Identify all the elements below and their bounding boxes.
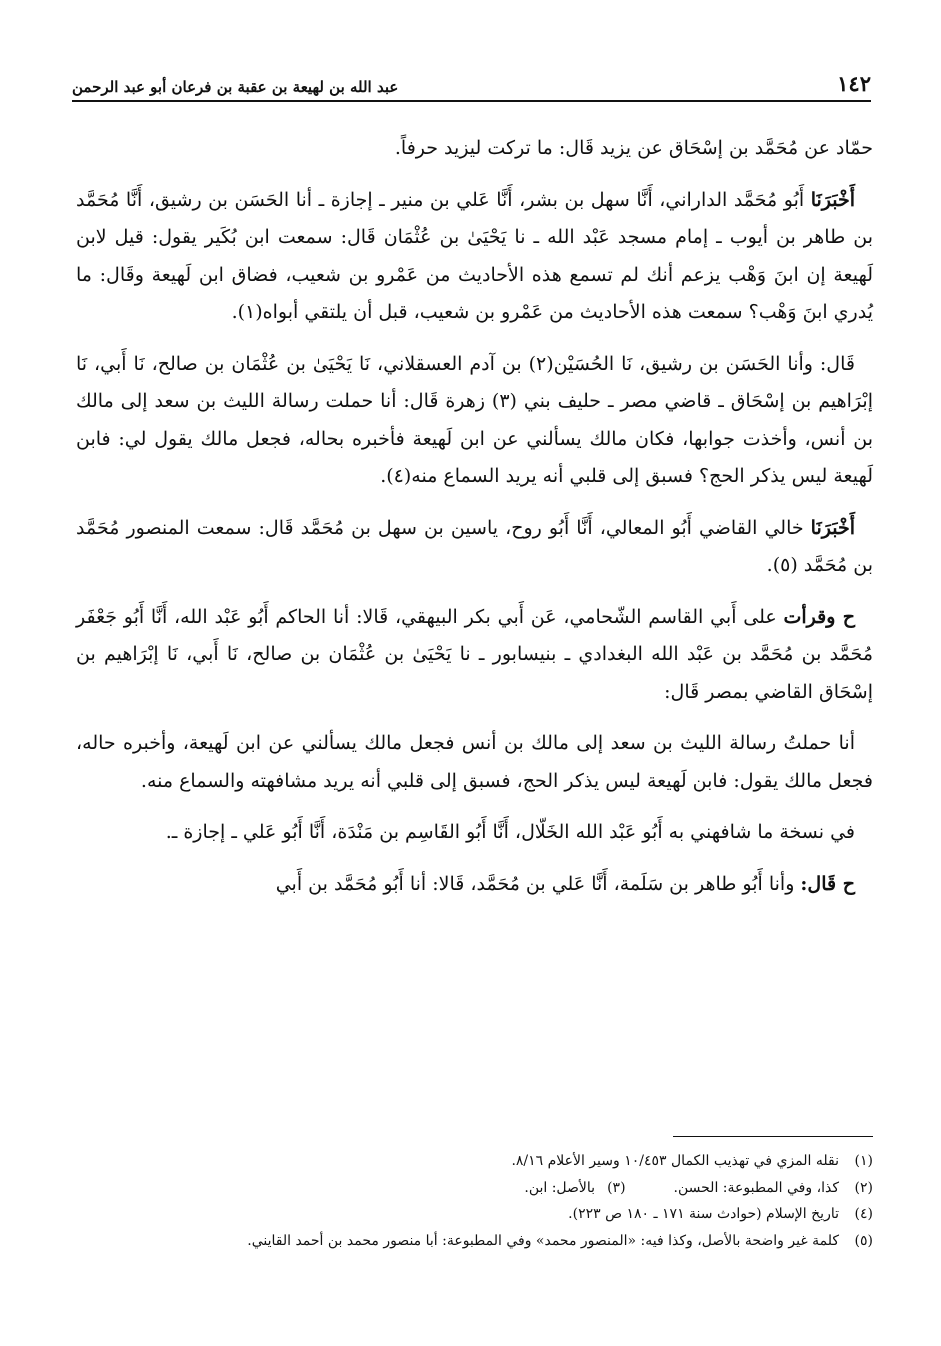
footnote-text: نقله المزي في تهذيب الكمال ١٠/٤٥٣ وسير الأعلام ٨/١٦.: [511, 1153, 839, 1169]
footnote-text: تاريخ الإسلام (حوادث سنة ١٧١ ـ ١٨٠ ص ٢٢٣).: [568, 1206, 839, 1222]
footnote-number: (١): [854, 1153, 873, 1169]
paragraph-lead: أَخْبَرَنَا: [810, 516, 855, 539]
paragraph-7: في نسخة ما شافهني به أَبُو عَبْد الله الخَلّال، أَنَّا أَبُو القَاسِم بن مَنْدَة، أَنَّا أَبُو عَلي ـ إجازة ـ.: [165, 821, 855, 843]
paragraph-4: أَخْبَرَنَا خالي القاضي أَبُو المعالي، أَنَّا أَبُو روح، ياسين بن سهل بن مُحَمَّد قَال: سمعت المنصور مُحَمَّد بن مُحَمَّد (٥).: [76, 516, 873, 576]
footnote-text: كذا، وفي المطبوعة: الحسن.: [673, 1179, 839, 1196]
footnote-number: (٥): [854, 1232, 873, 1249]
footnote-number: (٣): [607, 1179, 626, 1196]
paragraph-1: حمّاد عن مُحَمَّد بن إسْحَاق عن يزيد قَال: ما تركت ليزيد حرفاً.: [394, 137, 873, 159]
footnote-divider: [673, 1136, 873, 1137]
footnote: [76, 1228, 873, 1255]
footnote-number: (٤): [854, 1206, 873, 1222]
page-number: ١٤٢: [837, 71, 871, 96]
paragraph-5: ح وقرأت على أَبي القاسم الشّحامي، عَن أَبي بكر البيهقي، قَالا: أنا الحاكم أَبُو عَبْد الله، أَنَّا أَبُو جَعْفَر مُحَمَّد بن مُحَمَّد بن عَبْد الله البغدادي ـ بنيسابور ـ نا يَحْيَىٰ بن عُثْمَان بن صالح، نَا أَبي، نَا إبْرَاهيم بن إسْحَاق القاضي بمصر قَال:: [76, 605, 873, 703]
footnote: [76, 1148, 873, 1175]
running-title: عبد الله بن لهيعة بن عقبة بن فرعان أبو عبد الرحمن: [72, 78, 399, 96]
paragraph-lead: أَخْبَرَنَا: [810, 188, 856, 211]
paragraph-8: ح قَال: وأنا أَبُو طاهر بن سَلَمة، أَنَّا عَلي بن مُحَمَّد، قَالا: أنا أَبُو مُحَمَّد بن أَبي: [275, 872, 855, 895]
paragraph-2: أَخْبَرَنَا أَبُو مُحَمَّد الداراني، أَنَّا سهل بن بشر، أَنَّا عَلي بن منير ـ إجازة ـ أنا الحَسَن بن رشيق، أَنَّا مُحَمَّد بن طاهر بن أيوب ـ إمام مسجد عَبْد الله ـ نا يَحْيَىٰ بن عُثْمَان قَال: سمعت ابن بُكَير يقول: قيل لابن لَهيعة إن ابنَ وَهْب يزعم أنك لم تسمع هذه الأحاديث من عَمْرو بن شعيب، فضاق ابن لَهيعة وقَال: ما يُدري ابنَ وَهْب؟ سمعت هذه الأحاديث من عَمْرو بن شعيب، قبل أن يلتقي أبواه(١).: [76, 188, 873, 323]
footnote-number: (٢): [854, 1179, 873, 1196]
main-text: [76, 130, 873, 917]
paragraph-3: قَال: وأنا الحَسَن بن رشيق، نَا الحُسَيْن(٢) بن آدم العسقلاني، نَا يَحْيَىٰ بن عُثْمَان بن صالح، نَا أَبي، نَا إبْرَاهيم بن إسْحَاق ـ قاضي مصر ـ حليف بني (٣) زهرة قَال: أنا حملت رسالة الليث بن سعد إلى مالك بن أنس، وأخذت جوابها، فكان مالك يسألني عن ابن لَهيعة فأخبره بحاله، فجعل مالك يقول لي: فابن لَهيعة ليس يذكر الحج؟ فسبق إلى قلبي أنه يريد السماع منه(٤).: [76, 352, 873, 487]
footnote: [76, 1175, 873, 1202]
paragraph-6: أنا حملتُ رسالة الليث بن سعد إلى مالك بن أنس فجعل مالك يسألني عن ابن لَهيعة، وأخبره حاله، فجعل مالك يقول: فابن لَهيعة ليس يذكر الحج، فسبق إلى قلبي أنه يريد مشافهته والسماع منه.: [76, 732, 873, 792]
paragraph-lead: ح قَال:: [800, 872, 855, 895]
footnotes: [76, 1148, 873, 1254]
footnote: [76, 1201, 873, 1228]
footnote-text: كلمة غير واضحة بالأصل، وكذا فيه: «المنصور محمد» وفي المطبوعة: أبا منصور محمد بن أحمد القايني.: [247, 1232, 839, 1249]
footnote-text: بالأصل: ابن.: [524, 1179, 596, 1196]
page-header: [72, 62, 871, 102]
paragraph-lead: ح وقرأت: [783, 605, 855, 628]
